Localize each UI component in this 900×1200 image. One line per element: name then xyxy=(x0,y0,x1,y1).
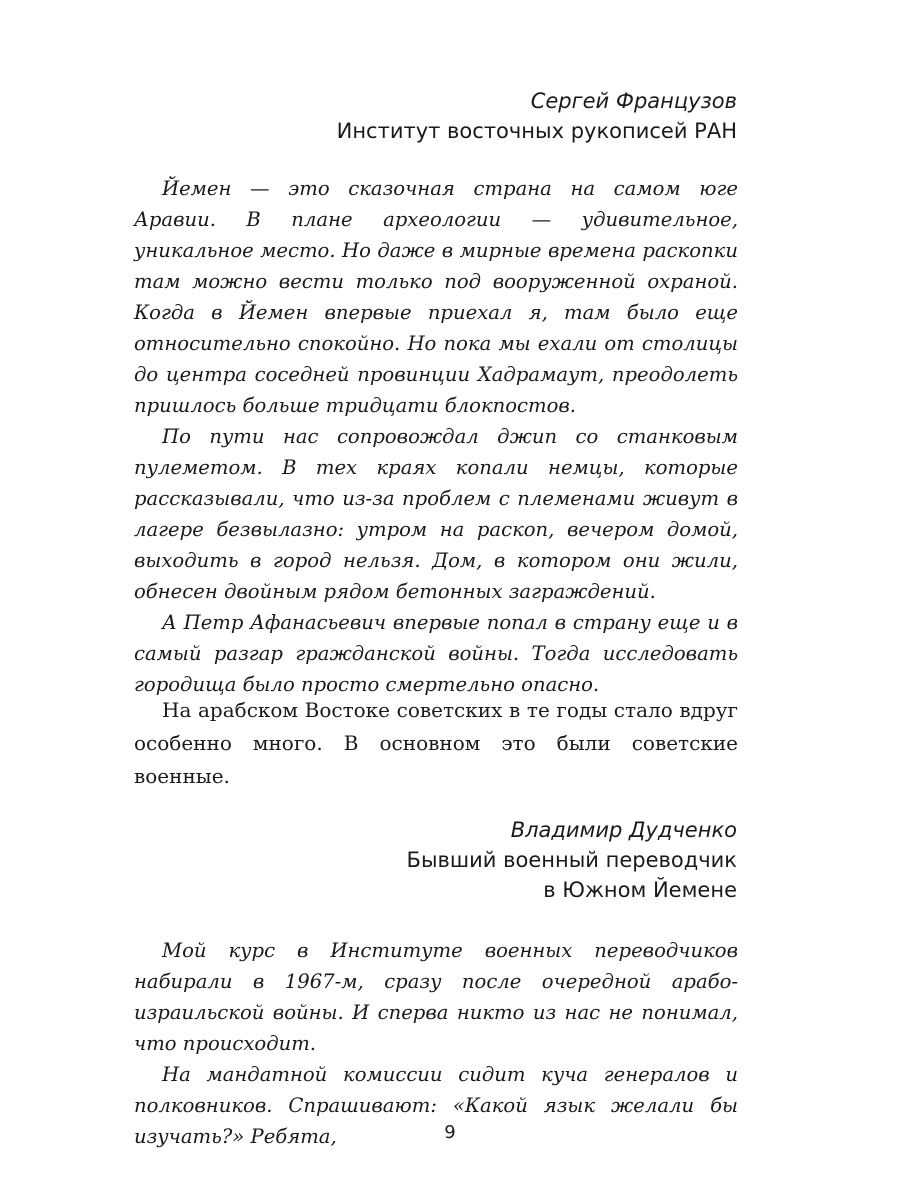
attribution-role-line: Бывший военный переводчик xyxy=(406,848,737,872)
quote-paragraph: На мандатной комиссии сидит куча генералов и полковников. Спрашивают: «Какой язык желали бы изучать?» Ребята, xyxy=(134,1063,738,1148)
page-number: 9 xyxy=(444,1122,456,1143)
attribution-role-line: Институт восточных рукописей РАН xyxy=(336,119,737,143)
quote-block xyxy=(134,935,738,1152)
quote-block xyxy=(134,173,738,700)
attribution-name: Владимир Дудченко xyxy=(510,818,737,842)
attribution-french xyxy=(337,86,737,146)
quote-paragraph: По пути нас сопровождал джип со станковым пулеметом. В тех краях копали немцы, которые рассказывали, что из-за проблем с племенами живут в лагере безвылазно: утром на раскоп, вечером домой, выходить в город нельзя. Дом, в котором они жили, обнесен двойным рядом бетонных заграждений. xyxy=(134,425,738,603)
attribution-dudchenko xyxy=(407,815,737,905)
quote-paragraph: Мой курс в Институте военных переводчиков набирали в 1967-м, сразу после очередной арабо-израильской войны. И сперва никто из нас не понимал, что происходит. xyxy=(134,939,738,1055)
narration-block xyxy=(134,694,738,793)
quote-paragraph: А Петр Афанасьевич впервые попал в страну еще и в самый разгар гражданской войны. Тогда исследовать городища было просто смертельно опасно. xyxy=(134,611,738,696)
attribution-name: Сергей Французов xyxy=(530,89,737,113)
attribution-role-line: в Южном Йемене xyxy=(543,878,737,902)
quote-paragraph: Йемен — это сказочная страна на самом юге Аравии. В плане археологии — удивительное, уникальное место. Но даже в мирные времена раскопки там можно вести только под вооруженной охраной. Когда в Йемен впервые приехал я, там было еще относительно спокойно. Но пока мы ехали от столицы до центра соседней провинции Хадрамаут, преодолеть пришлось больше тридцати блокпостов. xyxy=(134,177,738,417)
narration-paragraph: На арабском Востоке советских в те годы стало вдруг особенно много. В основном это были советские военные. xyxy=(134,698,738,788)
